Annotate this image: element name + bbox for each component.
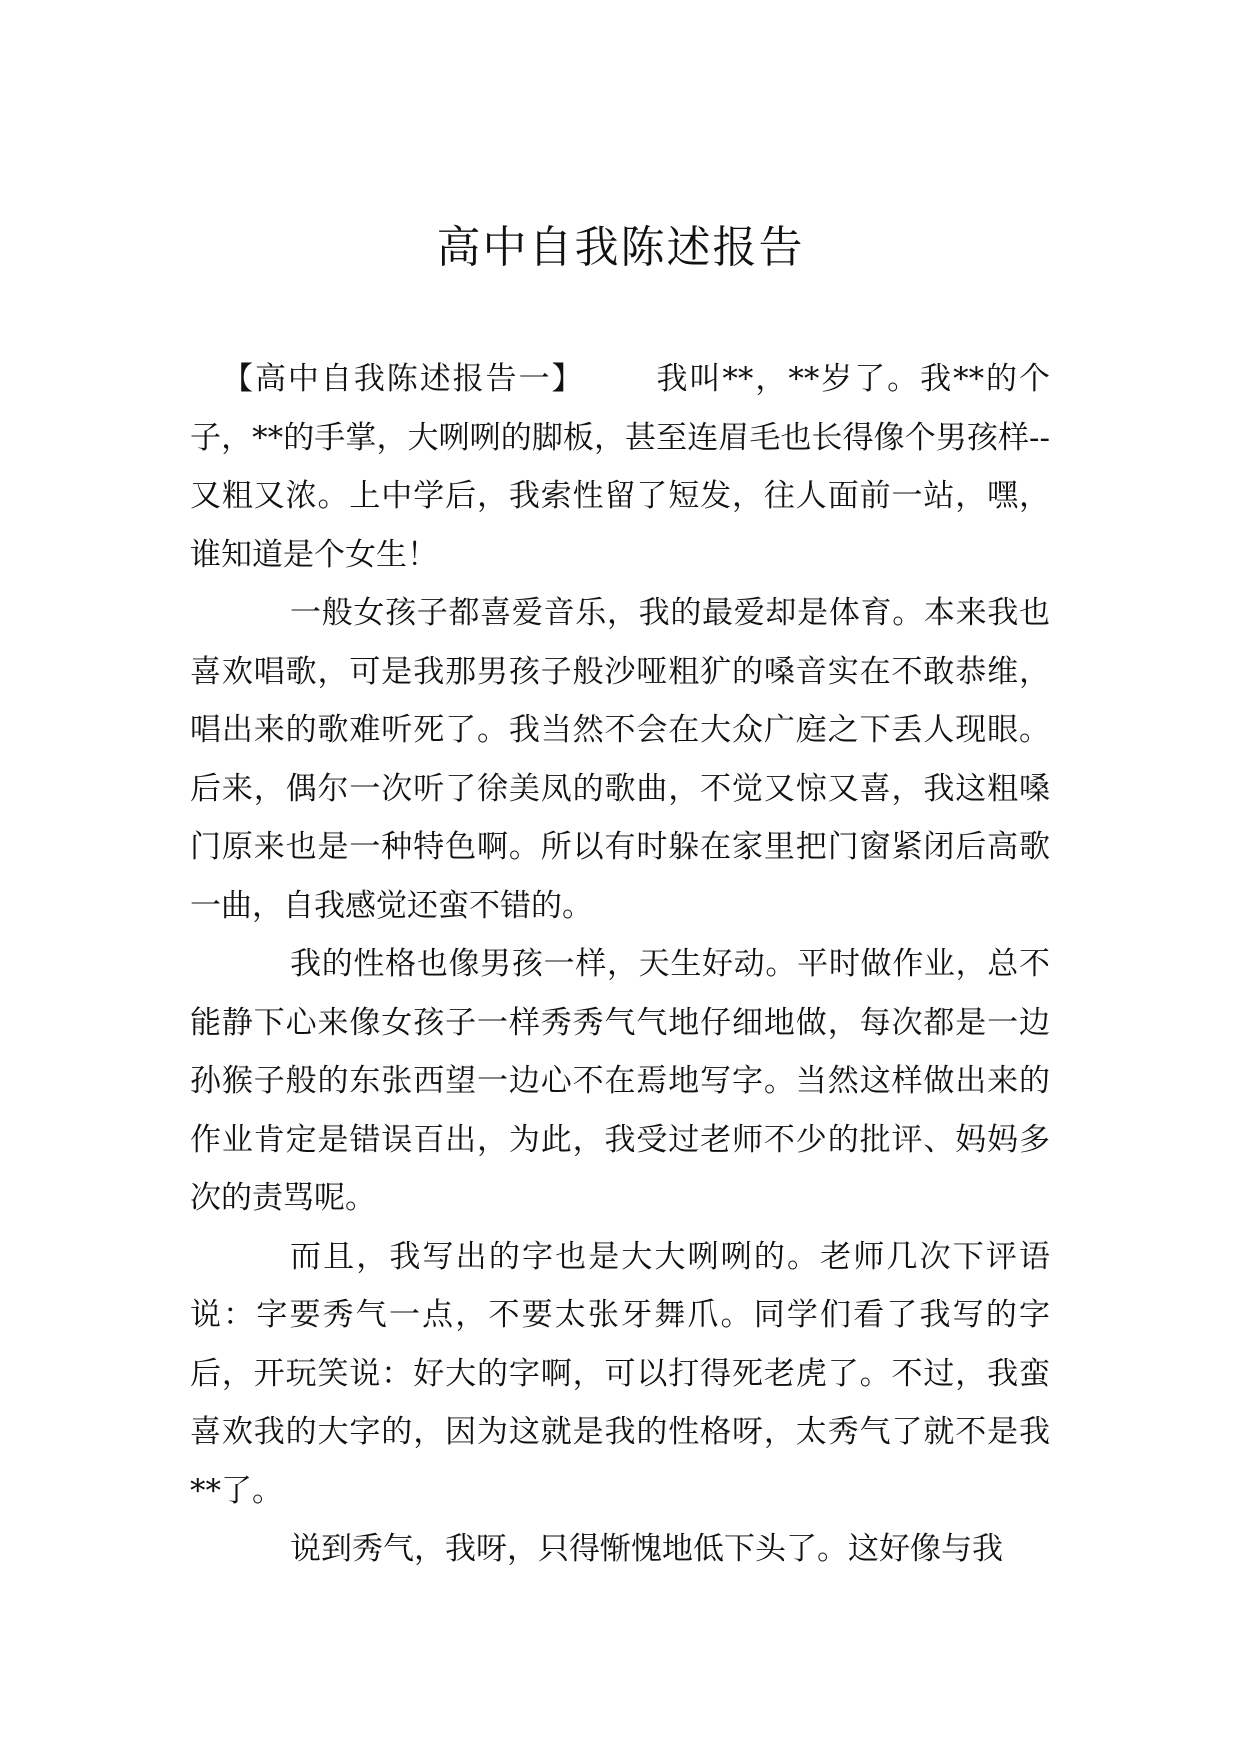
paragraph: 我的性格也像男孩一样，天生好动。平时做作业，总不能静下心来像女孩子一样秀秀气气地仔细地做，每次都是一边孙猴子般的东张西望一边心不在焉地写字。当然这样做出来的作业肯定是错误百出，为此，我受过老师不少的批评、妈妈多次的责骂呢。 [190, 946, 1050, 1216]
paragraph-text: 我叫**，**岁了。我**的个子，**的手掌，大咧咧的脚板，甚至连眉毛也长得像个男孩样--又粗又浓。上中学后，我索性留了短发，往人面前一站，嘿，谁知道是个女生！ [190, 361, 1050, 573]
document-title: 高中自我陈述报告 [436, 222, 805, 273]
document-body [190, 350, 1050, 1579]
paragraph: 一般女孩子都喜爱音乐，我的最爱却是体育。本来我也喜欢唱歌，可是我那男孩子般沙哑粗犷的嗓音实在不敢恭维，唱出来的歌难听死了。我当然不会在大众广庭之下丢人现眼。后来，偶尔一次听了徐美凤的歌曲，不觉又惊又喜，我这粗嗓门原来也是一种特色啊。所以有时躲在家里把门窗紧闭后高歌一曲，自我感觉还蛮不错的。 [190, 595, 1050, 924]
section-heading: 【高中自我陈述报告一】 [222, 361, 585, 397]
paragraph [190, 350, 1050, 584]
paragraph: 说到秀气，我呀，只得惭愧地低下头了。这好像与我 [290, 1531, 1003, 1567]
paragraph: 而且，我写出的字也是大大咧咧的。老师几次下评语说：字要秀气一点，不要太张牙舞爪。同学们看了我写的字后，开玩笑说：好大的字啊，可以打得死老虎了。不过，我蛮喜欢我的大字的，因为这就是我的性格呀，太秀气了就不是我**了。 [190, 1238, 1050, 1509]
